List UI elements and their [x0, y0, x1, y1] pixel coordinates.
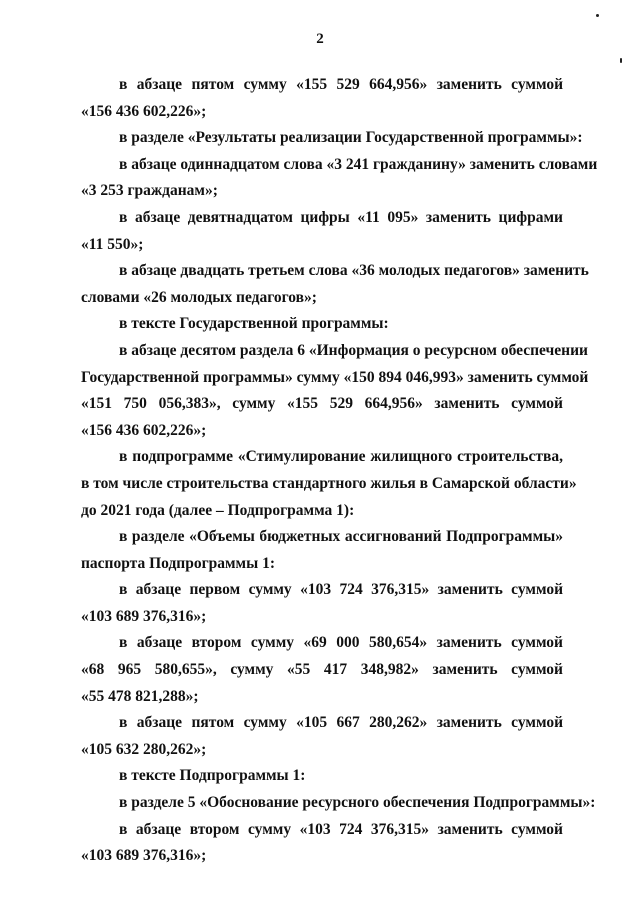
- text-line: до 2021 года (далее – Подпрограмма 1):: [81, 501, 355, 519]
- text-line: «156 436 602,226»;: [81, 102, 207, 120]
- page-number: 2: [316, 31, 324, 47]
- text-line: в разделе 5 «Обоснование ресурсного обеспечения Подпрограммы»:: [119, 794, 596, 812]
- text-line: «151 750 056,383», сумму «155 529 664,956» заменить суммой: [81, 395, 563, 413]
- scan-speck: [596, 14, 599, 17]
- text-line: в разделе «Объемы бюджетных ассигнований Подпрограммы»: [119, 528, 563, 546]
- text-line: в абзаце одиннадцатом слова «3 241 гражданину» заменить словами: [119, 155, 598, 173]
- text-line: Государственной программы» сумму «150 894 046,993» заменить суммой: [81, 368, 589, 386]
- text-line: «103 689 376,316»;: [81, 847, 207, 865]
- text-line: «156 436 602,226»;: [81, 421, 207, 439]
- text-line: в абзаце втором сумму «69 000 580,654» заменить суммой: [119, 634, 563, 652]
- text-line: в тексте Государственной программы:: [119, 315, 389, 333]
- text-line: «105 632 280,262»;: [81, 740, 207, 758]
- text-line: в том числе строительства стандартного жилья в Самарской области»: [81, 474, 577, 492]
- text-line: в абзаце пятом сумму «155 529 664,956» заменить суммой: [119, 76, 563, 93]
- text-line: «3 253 гражданам»;: [81, 182, 218, 200]
- text-line: паспорта Подпрограммы 1:: [81, 554, 275, 572]
- text-line: в абзаце двадцать третьем слова «36 молодых педагогов» заменить: [119, 262, 589, 280]
- text-line: словами «26 молодых педагогов»;: [81, 288, 317, 306]
- text-line: в разделе «Результаты реализации Государственной программы»:: [119, 129, 583, 147]
- text-line: в абзаце десятом раздела 6 «Информация о ресурсном обеспечении: [119, 341, 588, 359]
- text-line: в подпрограмме «Стимулирование жилищного строительства,: [119, 448, 563, 466]
- text-line: в абзаце втором сумму «103 724 376,315» заменить суммой: [119, 820, 563, 838]
- scan-speck: [620, 58, 622, 63]
- text-line: «11 550»;: [81, 235, 144, 253]
- text-line: «103 689 376,316»;: [81, 607, 207, 625]
- text-line: в тексте Подпрограммы 1:: [119, 767, 306, 785]
- text-line: «68 965 580,655», сумму «55 417 348,982» заменить суммой: [81, 661, 563, 679]
- text-line: «55 478 821,288»;: [81, 687, 199, 705]
- text-line: в абзаце пятом сумму «105 667 280,262» заменить суммой: [119, 714, 563, 732]
- text-line: в абзаце первом сумму «103 724 376,315» заменить суммой: [119, 581, 563, 599]
- document-body: [81, 72, 598, 870]
- text-line: в абзаце девятнадцатом цифры «11 095» заменить цифрами: [119, 208, 563, 226]
